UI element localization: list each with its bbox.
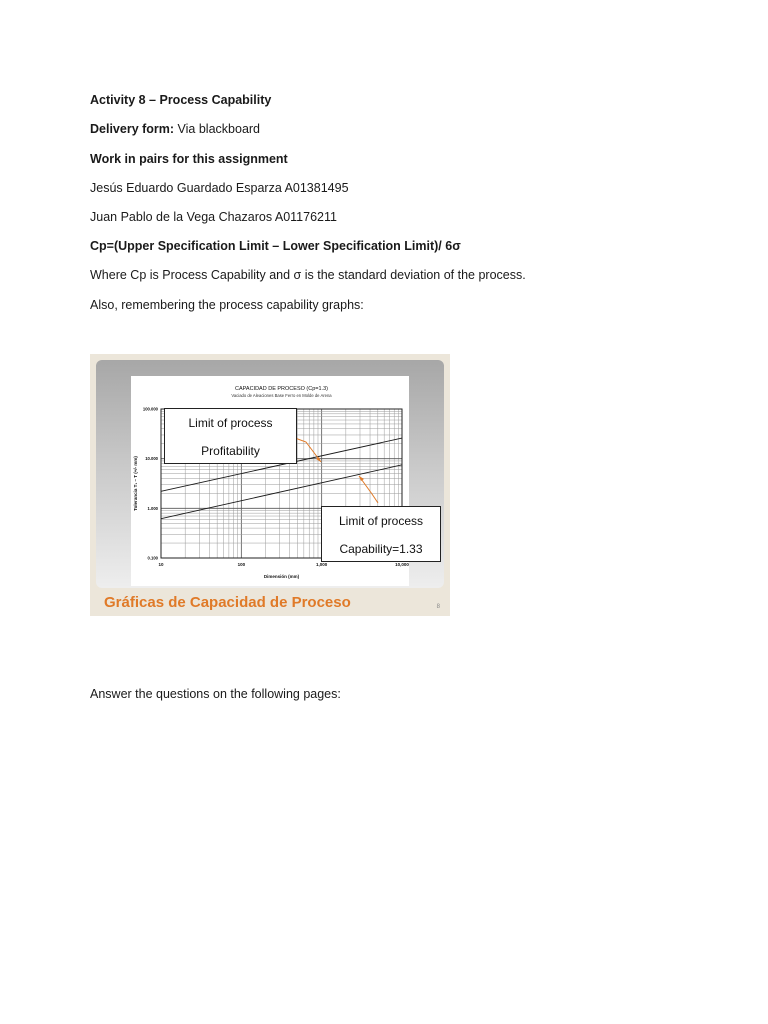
x-tick-label: 100 xyxy=(237,562,246,567)
chart-subtitle: Vaciado de Aleaciones Base Ferro en Molde de Arena xyxy=(231,393,332,398)
graphs-intro: Also, remembering the process capability graphs: xyxy=(90,298,364,312)
slide-panel xyxy=(96,360,444,588)
x-tick-label: 10 xyxy=(158,562,164,567)
pairs-instruction: Work in pairs for this assignment xyxy=(90,152,288,166)
y-axis-label: Tolerancia T₁ – T (+/- mm) xyxy=(133,456,138,511)
process-capability-figure xyxy=(90,354,450,616)
chart-title: CAPACIDAD DE PROCESO (Cp=1.3) xyxy=(235,386,328,392)
x-tick-label: 1,000 xyxy=(316,562,328,567)
callout-capability xyxy=(321,506,441,562)
callout-capability-line2: Capability=1.33 xyxy=(339,542,423,556)
chart-sheet xyxy=(131,376,424,586)
cp-formula: Cp=(Upper Specification Limit – Lower Specification Limit)/ 6σ xyxy=(90,239,461,253)
x-tick-label: 10,000 xyxy=(395,562,409,567)
document-title: Activity 8 – Process Capability xyxy=(90,93,272,107)
answer-instruction: Answer the questions on the following pages: xyxy=(90,687,341,701)
y-tick-label: 100.000 xyxy=(142,406,158,412)
delivery-value: Via blackboard xyxy=(177,122,261,136)
slide-page-number: 8 xyxy=(436,604,440,610)
callout-profitability-line1: Limit of process xyxy=(188,416,273,430)
student-2: Juan Pablo de la Vega Chazaros A01176211 xyxy=(90,210,337,224)
figure-caption: Gráficas de Capacidad de Proceso xyxy=(104,594,351,611)
formula-explanation: Where Cp is Process Capability and σ is the standard deviation of the process. xyxy=(90,268,526,282)
delivery-form-line xyxy=(90,122,260,136)
callout-profitability xyxy=(164,408,297,464)
y-tick-label: 1.000 xyxy=(147,505,158,511)
x-axis-label: Dimensión (mm) xyxy=(263,574,300,579)
student-1: Jesús Eduardo Guardado Esparza A01381495 xyxy=(90,181,349,195)
y-tick-label: 0.100 xyxy=(147,555,158,561)
delivery-label: Delivery form: xyxy=(90,122,175,136)
callout-capability-line1: Limit of process xyxy=(338,514,424,528)
y-tick-label: 10.000 xyxy=(145,456,158,462)
callout-profitability-line2: Profitability xyxy=(201,444,260,458)
